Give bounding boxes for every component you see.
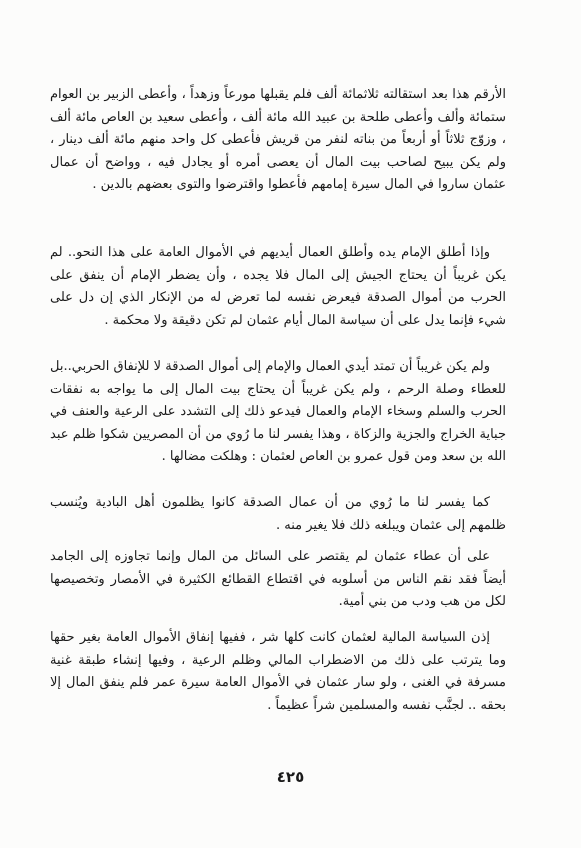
paragraph-6-text: إذن السياسة المالية لعثمان كانت كلها شر ، ففيها إنفاق الأموال العامة بغير حقها وما يترتب على ذلك من الاضطراب المالي وظلم الرعية ، وفيها إنشاء طبقة غنية مسرفة في الغنى ، ولو سار عثمان في الأموال العامة سيرة عمر فلم ينفق المال إلا بحقه .. لجنَّب نفسه والمسلمين شراً عظيماً . [50,630,506,713]
paragraph-2-text: وإذا أطلق الإمام يده وأطلق العمال أيديهم في الأموال العامة على هذا النحو.. لم يكن غريباً أن يحتاج الجيش إلى المال فلا يجده ، وأن يضطر الإمام أن ينفق على الحرب من أموال الصدقة فيعرض نفسه لما تعرض له من الإنكار الذي إن دل على شيء فإنما يدل على أن سياسة المال أيام عثمان لم تكن دقيقة ولا محكمة . [50,245,506,328]
paragraph-6 [50,627,506,717]
paragraph-1-text: الأرقم هذا بعد استقالته ثلاثمائة ألف فلم يقبلها مورعاً وزهداً ، وأعطى الزبير بن العوام ستمائة وألف وأعطى طلحة بن عبيد الله مائة ألف ، وأعطى سعيد بن العاص مائة ألف ، وزوّج ثلاثاً أو أربعاً من بناته لنفر من قريش فأعطى كل واحد منهم مائة ألف دينار ، ولم يكن يبيح لصاحب بيت المال أن يعصى أمره أو يجادل فيه ، وواضح أن عمال عثمان ساروا في المال سيرة إمامهم فأعطوا واقترضوا والتوى بعضهم بالدين . [50,87,506,193]
paragraph-4-text: كما يفسر لنا ما رُوي من أن عمال الصدقة كانوا يظلمون أهل البادية ويُنسب ظلمهم إلى عثمان ويبلغه ذلك فلا يغير منه . [50,495,506,533]
paragraph-5 [50,546,506,614]
paragraph-2 [50,242,506,332]
page-number: ٤٢٥ [276,768,305,786]
paragraph-3 [50,356,506,469]
paragraph-1 [50,84,506,197]
paragraph-5-text: على أن عطاء عثمان لم يقتصر على السائل من المال وإنما تجاوزه إلى الجامد أيضاً فقد نقم الناس من أسلوبه في اقتطاع القطائع الكثيرة في الأمصار وتخصيصها لكل من هب ودب من بني أمية. [50,549,506,610]
paragraph-4 [50,492,506,537]
paragraph-3-text: ولم يكن غريباً أن تمتد أيدي العمال والإمام إلى أموال الصدقة لا للإنفاق الحربي..بل للعطاء وصلة الرحم ، ولم يكن غريباً أن يحتاج بيت المال إلى ما يواجه به نفقات الحرب والسلم وسخاء الإمام والعمال فيدعو ذلك إلى التشدد على الرعية والعنف في جباية الخراج والجزية والزكاة ، وهذا يفسر لنا ما رُوي من أن المصريين شكوا ظلم عبد الله بن سعد ومن قول عمرو بن العاص لعثمان : وهلكت مضالها . [50,359,506,465]
